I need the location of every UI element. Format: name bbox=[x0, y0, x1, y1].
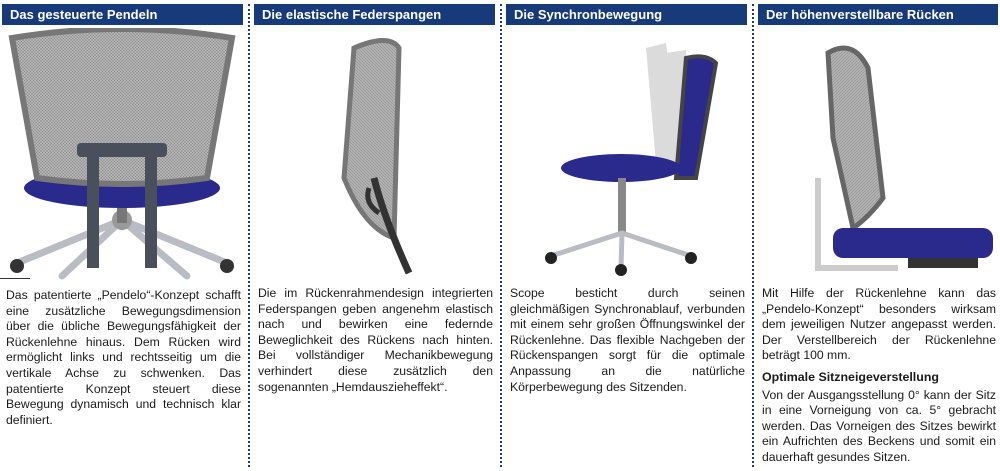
column-title: Der höhenverstellbare Rücken bbox=[758, 4, 998, 25]
column-title: Das gesteuerte Pendeln bbox=[2, 4, 243, 25]
column-hoehenverstellbar bbox=[756, 0, 1000, 471]
chair-side-view-image bbox=[758, 28, 998, 280]
frame-line bbox=[0, 278, 30, 279]
chair-back-view-image bbox=[2, 28, 243, 280]
column-text: Die im Rückenrahmendesign integrierten Federspangen geben angenehm elastisch nach und bewirken eine federnde Beweglichkeit des Rückens nach hinten. Bei vollständiger Mechanikbewegung verhindert diese zusätzlich den sogenannten „Hemdauszieheffekt“. bbox=[258, 286, 493, 394]
column-title: Die Synchronbewegung bbox=[506, 4, 747, 25]
column-text: Das patentierte „Pendelo“-Konzept schafft eine zusätzliche Bewegungsdimension über die übliche Bewegungsfähigkeit der Rückenlehne hinaus. Dem Rücken wird ermöglicht links und rechtsseitig um die vertikale Achse zu schwenken. Das patentierte Konzept steuert diese Bewegung dynamisch und technisch klar definiert. bbox=[6, 288, 241, 427]
column-text: Scope besticht durch seinen gleichmäßigen Synchronablauf, verbunden mit einem sehr großen Öffnungswinkel der Rückenlehne. Das flexible Nachgeben der Rückenspangen sorgt für die optimale Anpassung an die natürliche Körperbewegung des Sitzenden. bbox=[510, 286, 745, 394]
chair-side-back-image bbox=[254, 28, 495, 280]
column-divider bbox=[752, 4, 754, 467]
column-pendeln bbox=[0, 0, 245, 471]
column-divider bbox=[500, 4, 502, 467]
column-federspangen bbox=[252, 0, 497, 471]
column-text bbox=[762, 286, 996, 466]
sub-heading: Optimale Sitzneigeverstellung bbox=[762, 369, 939, 384]
column-body: Mit Hilfe der Rückenlehne kann das „Pendelo-Konzept“ besonders wirksam dem jeweiligen Nutzer angepasst werden. Der Verstellbereich der Rückenlehne beträgt 100 mm. bbox=[762, 286, 996, 363]
column-title: Die elastische Federspangen bbox=[254, 4, 495, 25]
sub-text: Von der Ausgangsstellung 0° kann der Sitz in eine Vorneigung von ca. 5° gebracht werden. Das Vorneigen des Sitzes bewirkt ein Aufrichten des Beckens und somit ein dauerhaft gesundes Sitzen. bbox=[762, 387, 996, 464]
column-synchron bbox=[504, 0, 749, 471]
chair-synchron-motion-image bbox=[506, 28, 747, 280]
column-divider bbox=[248, 4, 250, 467]
